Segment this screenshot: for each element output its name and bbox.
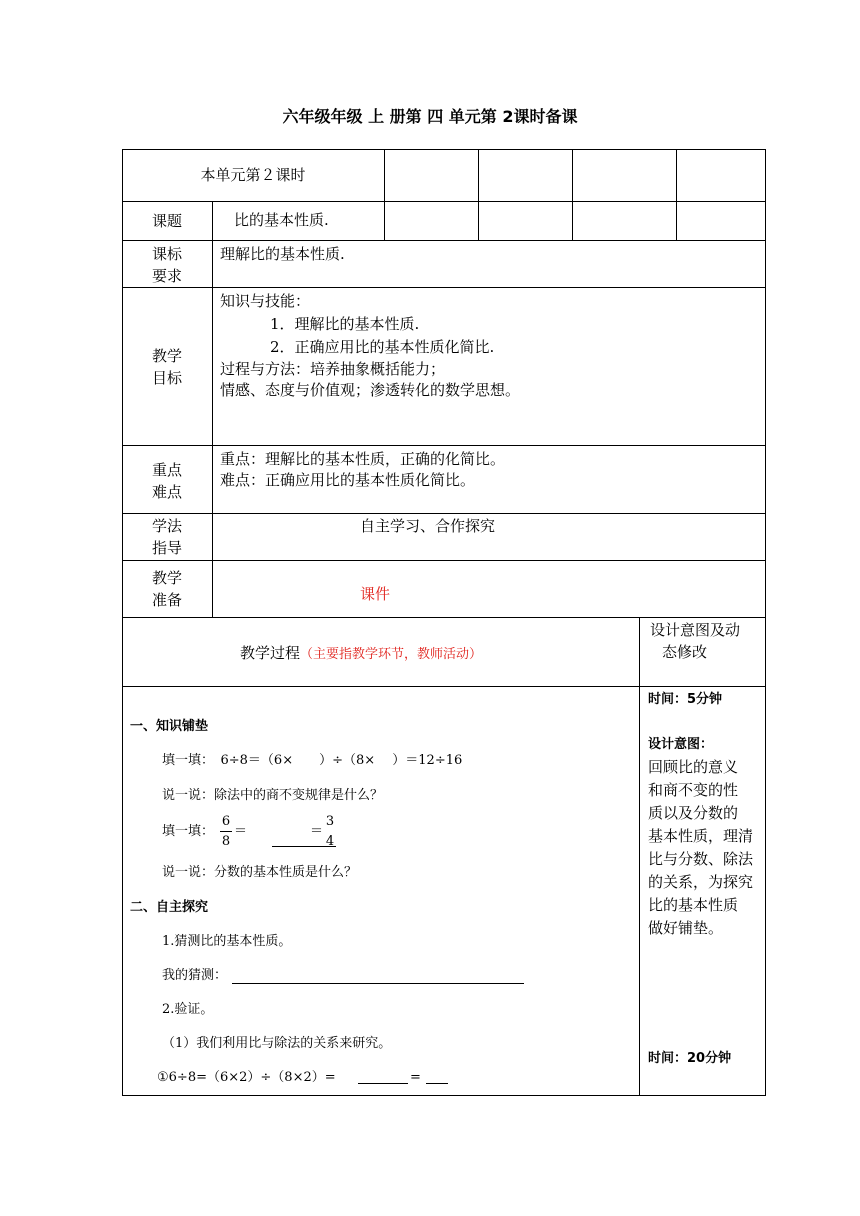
answer-blank-2	[426, 1083, 448, 1084]
col-line	[478, 149, 479, 240]
intent-line: 比与分数、除法	[648, 850, 754, 868]
time-2: 时间：20分钟	[648, 1051, 732, 1066]
my-guess-label: 我的猜测：	[162, 968, 228, 983]
verify-example-equals: =	[410, 1070, 421, 1085]
key-label-2: 难点	[151, 483, 182, 501]
key-line: 重点：理解比的基本性质，正确的化简比。	[220, 450, 506, 468]
topic-label: 课题	[151, 212, 182, 230]
col-line-label	[212, 201, 213, 617]
table-border-left	[122, 149, 123, 1096]
fill-division: 填一填： 6÷8＝（6× ）÷（8× ）＝12÷16	[162, 753, 463, 768]
fraction-equals-1: ＝	[234, 824, 248, 839]
goals-line: 过程与方法：培养抽象概括能力；	[220, 360, 446, 378]
goals-label-2: 目标	[151, 369, 182, 387]
section-knowledge: 一、知识铺垫	[130, 719, 209, 734]
my-guess-blank	[232, 983, 524, 984]
side-header-1: 设计意图及动	[650, 621, 741, 639]
fraction-2-denominator: 4	[325, 834, 335, 849]
fraction-equals-2: ＝	[310, 824, 324, 839]
row-line	[122, 445, 766, 446]
goals-line: 情感、态度与价值观；渗透转化的数学思想。	[220, 381, 521, 399]
row-line	[122, 513, 766, 514]
section-explore: 二、自主探究	[130, 900, 209, 915]
time-1: 时间：5分钟	[648, 692, 723, 707]
col-line	[384, 149, 385, 240]
row-line	[122, 240, 766, 241]
row-line	[122, 560, 766, 561]
fill-fraction-prefix: 填一填：	[162, 824, 215, 839]
verify-example-1: ①6÷8=（6×2）÷（8×2）=	[157, 1070, 336, 1085]
fraction-1-bar	[220, 831, 232, 832]
side-header-2: 态修改	[662, 643, 708, 661]
header-row-label: 本单元第２课时	[200, 166, 306, 184]
goals-label-1: 教学	[151, 347, 182, 365]
table-border-right	[765, 149, 766, 1096]
goals-line: 1．理解比的基本性质.	[270, 315, 420, 333]
key-line: 难点：正确应用比的基本性质化简比。	[220, 471, 476, 489]
intent-line: 的关系，为探究	[648, 873, 754, 891]
col-line	[572, 149, 573, 240]
verify-method: （1）我们利用比与除法的关系来研究。	[162, 1036, 392, 1051]
intent-line: 基本性质，理清	[648, 827, 754, 845]
intent-label: 设计意图：	[648, 737, 714, 752]
prep-value: 课件	[360, 585, 391, 603]
fraction-1-denominator: 8	[221, 834, 231, 849]
method-label-2: 指导	[151, 539, 182, 557]
table-border-bottom	[122, 1095, 766, 1096]
method-value: 自主学习、合作探究	[360, 517, 496, 535]
page-title: 六年级年级 上 册第 四 单元第 2课时备课	[282, 107, 578, 126]
intent-line: 回顾比的意义	[648, 758, 739, 776]
say-division-rule: 说一说：除法中的商不变规律是什么？	[162, 788, 384, 803]
prep-label-2: 准备	[151, 591, 182, 609]
fraction-1-numerator: 6	[221, 814, 231, 829]
method-label-1: 学法	[151, 517, 182, 535]
process-header	[240, 642, 482, 666]
goals-line: 2．正确应用比的基本性质化简比.	[270, 338, 495, 356]
row-line	[122, 287, 766, 288]
verify-step: 2.验证。	[162, 1002, 214, 1017]
goals-line: 知识与技能：	[220, 292, 311, 310]
process-header-note: （主要指教学环节，教师活动）	[300, 647, 483, 662]
col-line-side	[639, 617, 640, 1096]
fraction-2-numerator: 3	[325, 814, 335, 829]
table-border-top	[122, 149, 766, 150]
row-line	[122, 686, 766, 687]
standard-label-1: 课标	[151, 245, 182, 263]
intent-line: 质以及分数的	[648, 804, 739, 822]
key-label-1: 重点	[151, 461, 182, 479]
intent-line: 比的基本性质	[648, 896, 739, 914]
row-line	[122, 201, 766, 202]
standard-value: 理解比的基本性质.	[220, 245, 345, 263]
intent-line: 做好铺垫。	[648, 919, 724, 937]
row-line	[122, 617, 766, 618]
lesson-table	[122, 149, 766, 1096]
say-fraction-rule: 说一说：分数的基本性质是什么？	[162, 865, 358, 880]
prep-label-1: 教学	[151, 569, 182, 587]
answer-blank-1	[358, 1083, 408, 1084]
guess-step: 1.猜测比的基本性质。	[162, 934, 292, 949]
process-header-label: 教学过程	[240, 644, 301, 662]
standard-label-2: 要求	[151, 267, 182, 285]
col-line	[676, 149, 677, 240]
intent-line: 和商不变的性	[648, 781, 739, 799]
topic-value: 比的基本性质.	[234, 211, 329, 229]
